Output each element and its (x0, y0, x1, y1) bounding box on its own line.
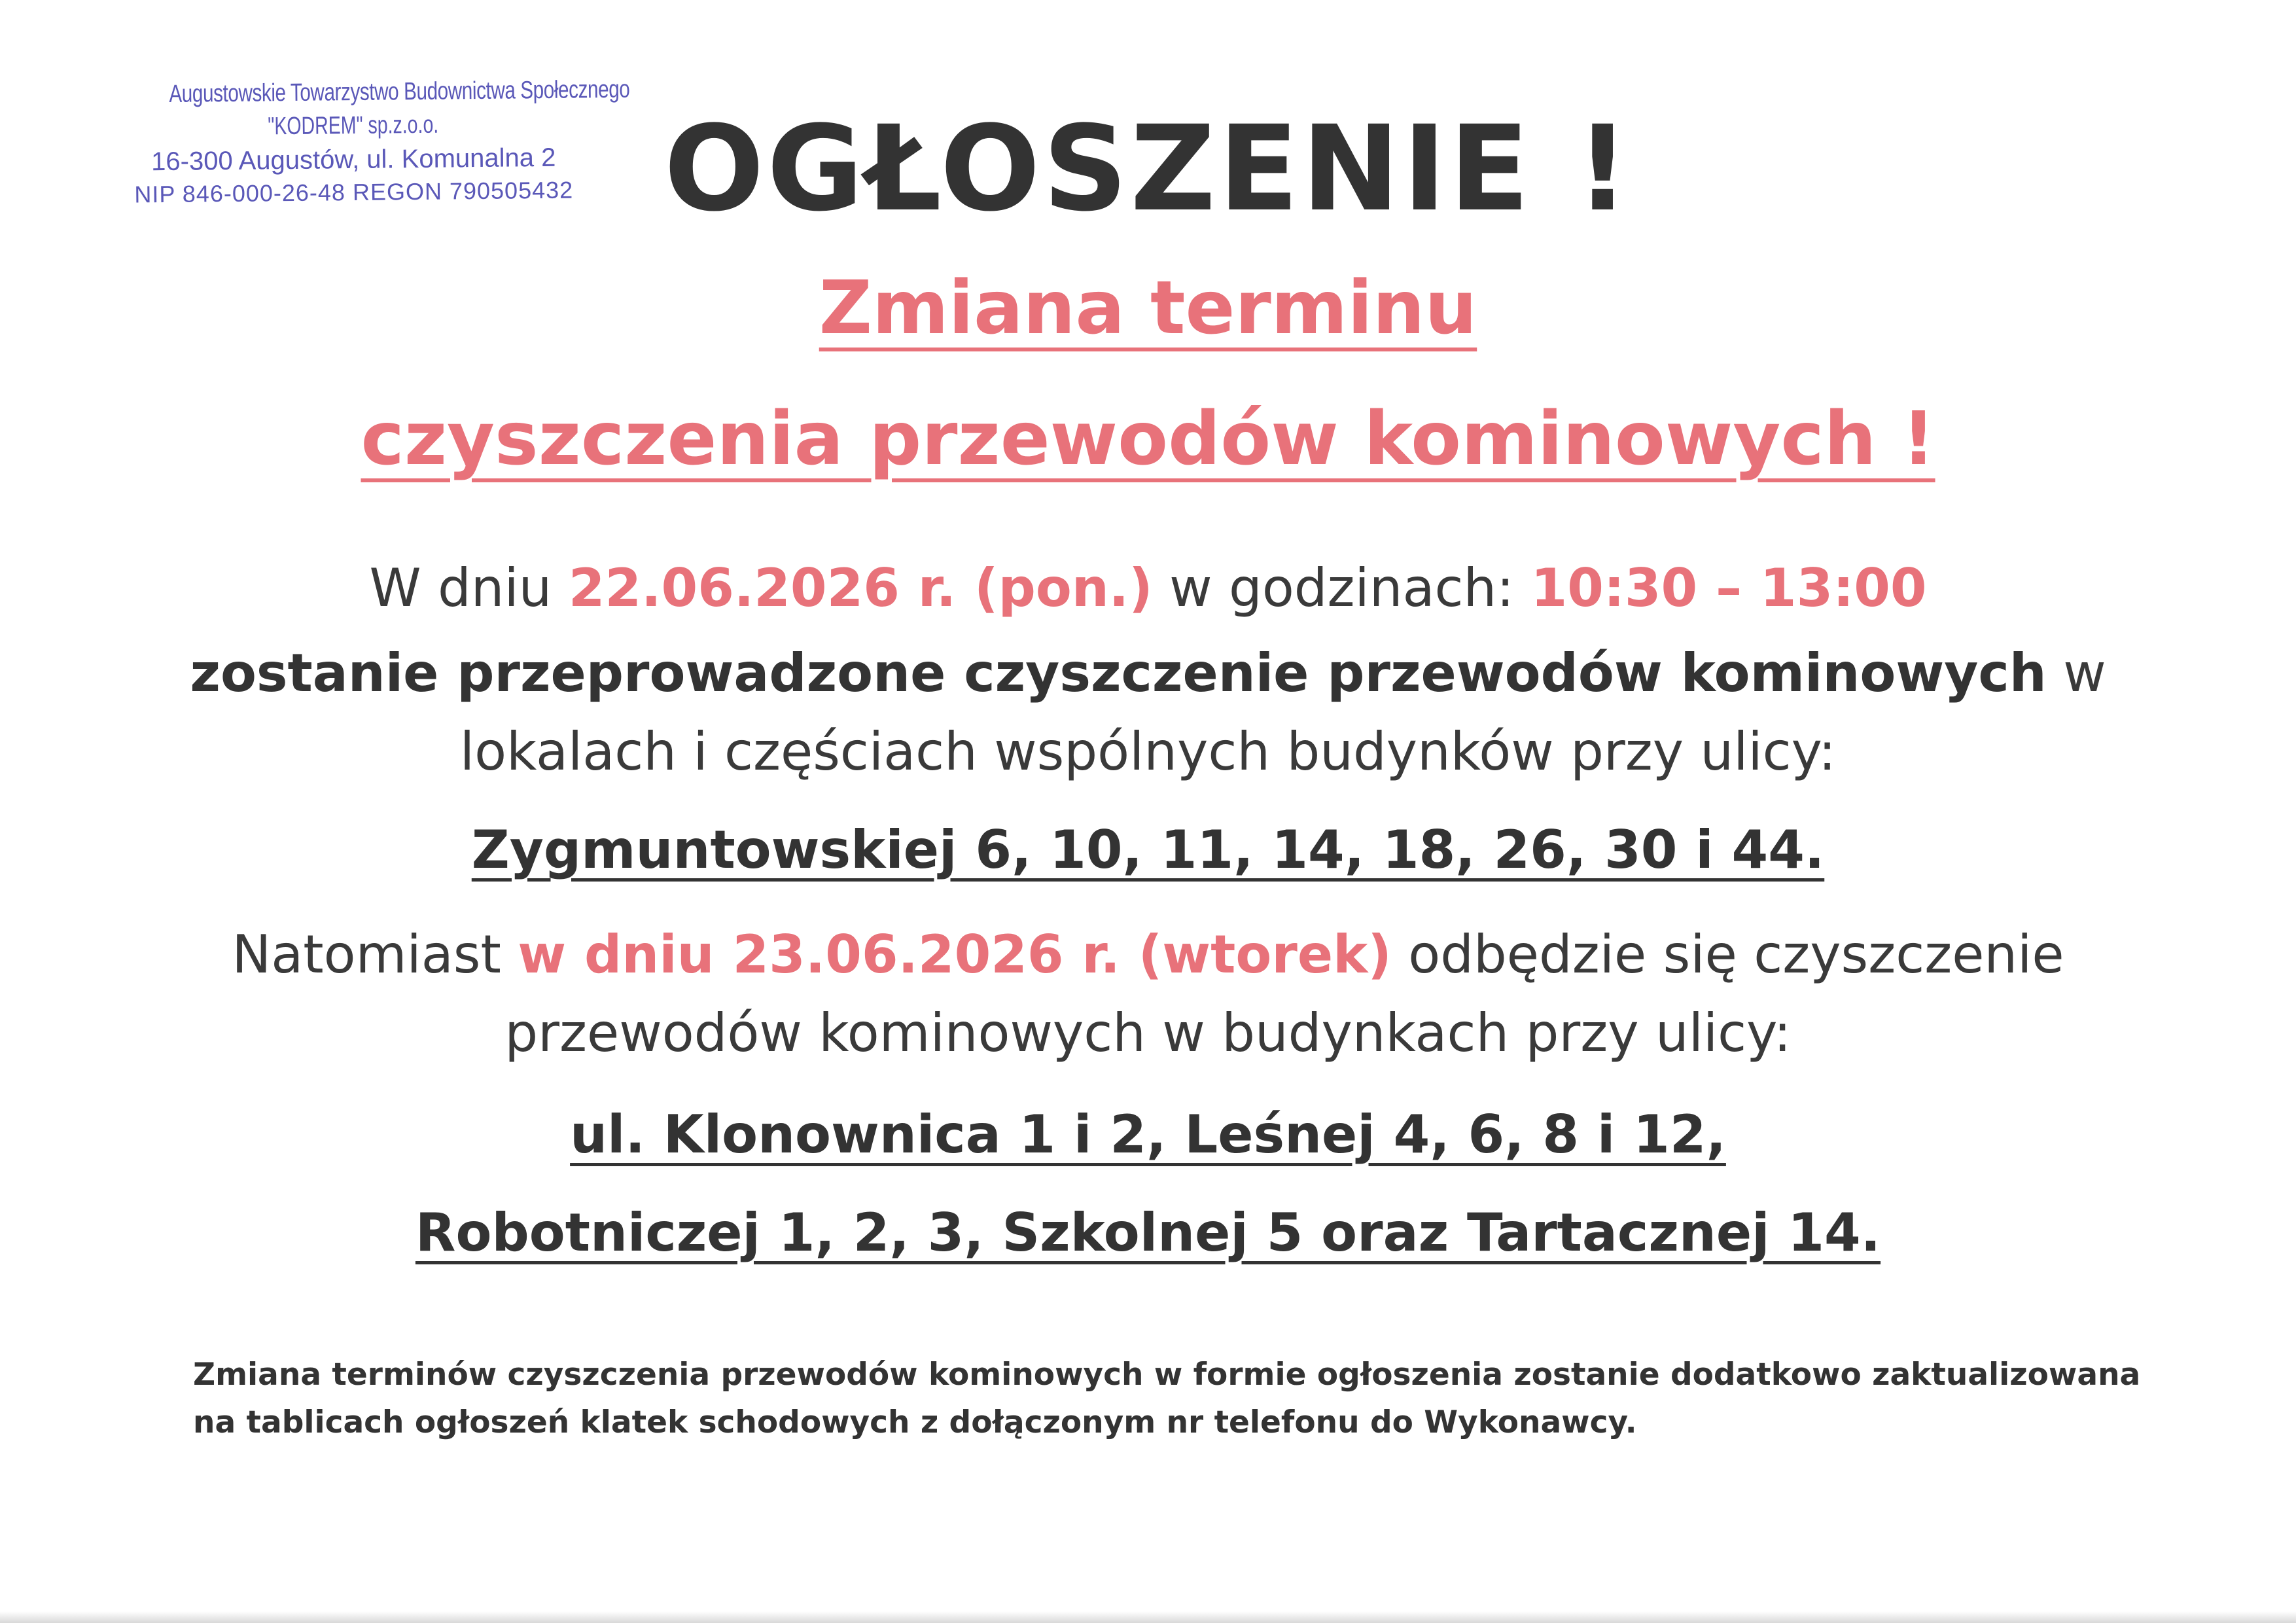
street-list-3 (0, 1204, 2296, 1262)
subtitle-line-2-text: czyszczenia przewodów kominowych ! (361, 397, 1935, 482)
stamp-company-name: Augustowskie Towarzystwo Budownictwa Społecznego (169, 75, 630, 108)
stamp-address: 16-300 Augustów, ul. Komunalna 2 (150, 143, 556, 177)
paragraph-action (0, 645, 2296, 702)
page-title: OGŁOSZENIE ! (663, 101, 1633, 238)
paragraph-date-time (0, 560, 2296, 617)
paragraph-locations: lokalach i częściach wspólnych budynków przy ulicy: (459, 721, 1837, 782)
street-list-3-text: Robotniczej 1, 2, 3, Szkolnej 5 oraz Tartacznej 14. (415, 1202, 1881, 1263)
stamp-tax-ids: NIP 846-000-26-48 REGON 790505432 (134, 176, 574, 208)
footer-note (193, 1351, 2140, 1447)
action-rest-text: w (2046, 643, 2106, 704)
scan-bottom-edge (0, 1611, 2296, 1623)
text-w-godzinach: w godzinach: (1152, 558, 1531, 618)
time-range: 10:30 – 13:00 (1530, 558, 1927, 618)
street-list-1 (0, 821, 2296, 879)
street-list-2 (0, 1106, 2296, 1164)
footer-note-line-1: Zmiana terminów czyszczenia przewodów kominowych w formie ogłoszenia zostanie dodatkowo zaktualizowana (193, 1357, 2141, 1393)
text-w-dniu: W dniu (369, 558, 569, 618)
stamp-company-short: "KODREM" sp.z.o.o. (268, 111, 439, 141)
street-list-1-text: Zygmuntowskiej 6, 10, 11, 14, 18, 26, 30 i 44. (471, 819, 1825, 880)
subtitle-line-1-text: Zmiana terminu (819, 266, 1477, 351)
paragraph-second-date (0, 926, 2296, 984)
first-date: 22.06.2026 r. (pon.) (568, 558, 1153, 618)
paragraph-buildings: przewodów kominowych w budynkach przy ulicy: (504, 1003, 1792, 1063)
text-natomiast: Natomiast (232, 924, 518, 985)
action-bold-text: zostanie przeprowadzone czyszczenie przewodów kominowych (190, 643, 2047, 704)
street-list-2-text: ul. Klonownica 1 i 2, Leśnej 4, 6, 8 i 12, (570, 1104, 1726, 1165)
second-date: w dniu 23.06.2026 r. (wtorek) (518, 924, 1392, 985)
subtitle-line-2 (0, 399, 2296, 480)
subtitle-line-1 (0, 268, 2296, 349)
text-odbedzie: odbędzie się czyszczenie (1391, 924, 2064, 985)
footer-note-line-2: na tablicach ogłoszeń klatek schodowych z dołączonym nr telefonu do Wykonawcy. (193, 1404, 1637, 1440)
